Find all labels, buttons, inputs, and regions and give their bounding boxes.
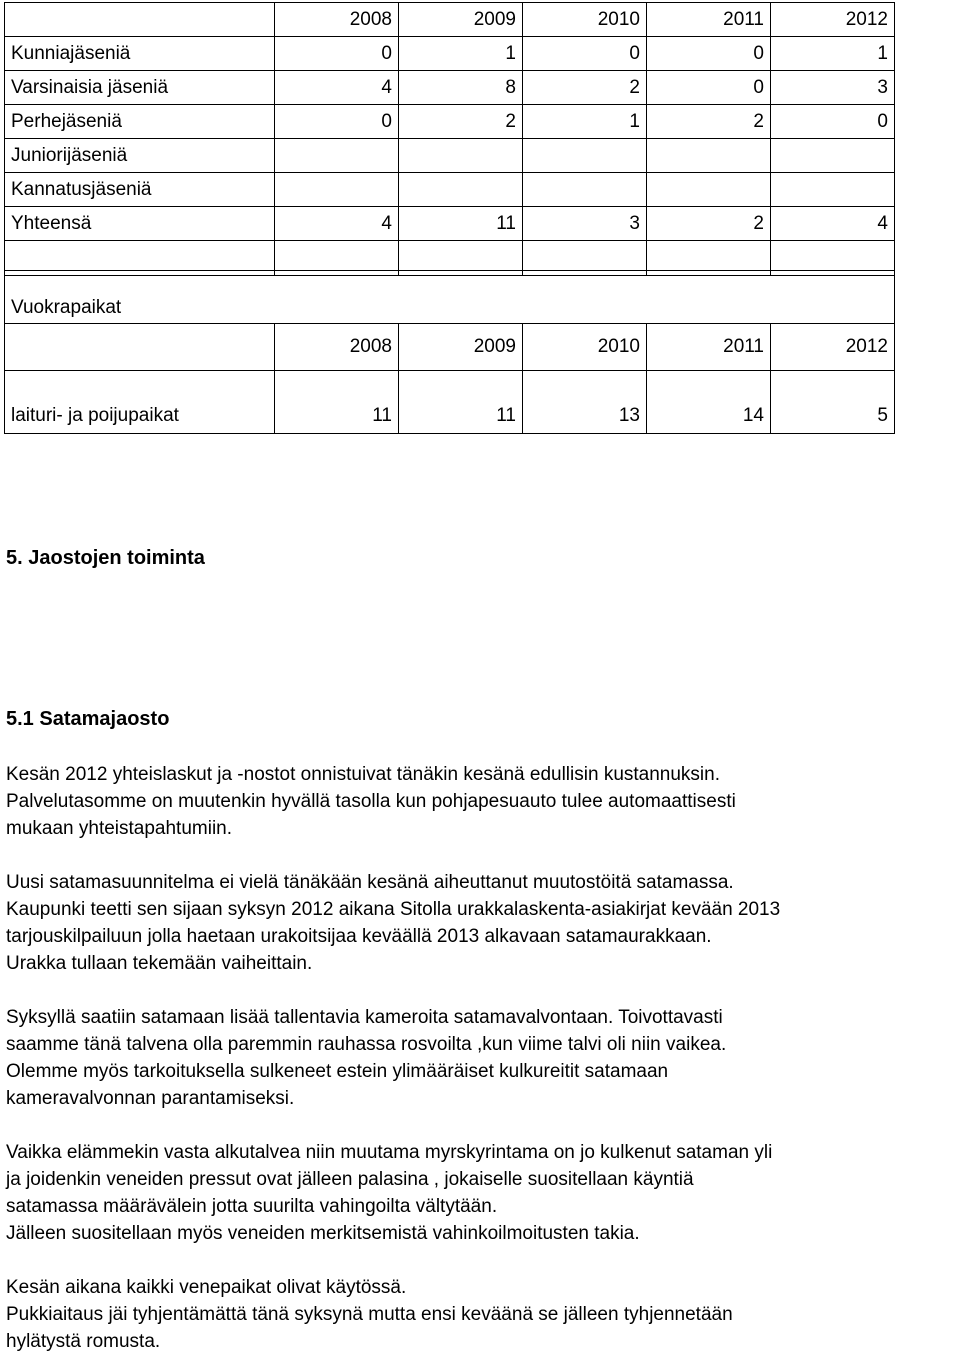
text-line: kameravalvonnan parantamiseksi. [6, 1088, 295, 1109]
text-line: saamme tänä talvena olla paremmin rauhassa rosvoilta ,kun viime talvi oli niin vaikea. [6, 1034, 727, 1055]
cell-value: 3 [523, 207, 647, 241]
text-line: Syksyllä saatiin satamaan lisää tallentavia kameroita satamavalvontaan. Toivottavasti [6, 1007, 723, 1028]
text-line: Uusi satamasuunnitelma ei vielä tänäkään kesänä aiheuttanut muutostöitä satamassa. [6, 872, 734, 893]
cell-value [399, 139, 523, 173]
year-header: 2011 [647, 324, 771, 371]
year-header: 2012 [771, 3, 895, 37]
paragraph [6, 761, 960, 842]
cell-value: 1 [399, 37, 523, 71]
row-label: laituri- ja poijupaikat [5, 371, 275, 434]
members-header-row [5, 3, 895, 37]
header-empty-cell [5, 3, 275, 37]
table-row [5, 37, 895, 71]
rent-title-row [5, 271, 895, 324]
cell-value: 3 [771, 71, 895, 105]
text-line: Olemme myös tarkoituksella sulkeneet estein ylimääräiset kulkureitit satamaan [6, 1061, 669, 1082]
cell-value: 4 [275, 207, 399, 241]
rent-header-row [5, 324, 895, 371]
year-header: 2009 [399, 3, 523, 37]
cell-value: 14 [647, 371, 771, 434]
paragraph [6, 869, 960, 977]
text-line: Kesän 2012 yhteislaskut ja -nostot onnistuivat tänäkin kesänä edullisin kustannuksin. [6, 764, 720, 785]
cell-value [771, 173, 895, 207]
year-header: 2010 [523, 324, 647, 371]
text-line: Jälleen suositellaan myös veneiden merkitsemistä vahinkoilmoitusten takia. [6, 1223, 640, 1244]
cell-value: 0 [275, 105, 399, 139]
text-line: satamassa määrävälein jotta suurilta vahingoilta vältytään. [6, 1196, 498, 1217]
cell-value: 1 [771, 37, 895, 71]
cell-value: 0 [647, 37, 771, 71]
table-row [5, 173, 895, 207]
cell-value [647, 173, 771, 207]
cell-value: 11 [399, 371, 523, 434]
cell-value: 11 [399, 207, 523, 241]
row-label: Varsinaisia jäseniä [5, 71, 275, 105]
cell-value: 1 [523, 105, 647, 139]
cell-value [399, 173, 523, 207]
section-heading: 5. Jaostojen toiminta [6, 547, 205, 569]
paragraph [6, 1139, 960, 1247]
cell-value: 0 [647, 71, 771, 105]
text-line: mukaan yhteistapahtumiin. [6, 818, 233, 839]
year-header: 2010 [523, 3, 647, 37]
paragraph [6, 1004, 960, 1112]
table-row [5, 71, 895, 105]
cell-value [647, 139, 771, 173]
text-line: Kesän aikana kaikki venepaikat olivat käytössä. [6, 1277, 407, 1298]
cell-value [771, 139, 895, 173]
cell-value: 4 [275, 71, 399, 105]
text-line: Pukkiaitaus jäi tyhjentämättä tänä syksynä mutta ensi keväänä se jälleen tyhjennetään [6, 1304, 733, 1325]
text-line: ja joidenkin veneiden pressut ovat jälleen palasina , jokaiselle suositellaan käyntiä [6, 1169, 694, 1190]
paragraph [6, 1274, 960, 1355]
members-table [4, 2, 895, 276]
table-row [5, 105, 895, 139]
cell-value [275, 139, 399, 173]
row-label: Kannatusjäseniä [5, 173, 275, 207]
row-label: Kunniajäseniä [5, 37, 275, 71]
cell-value: 0 [275, 37, 399, 71]
table-row [5, 139, 895, 173]
rent-table [4, 270, 895, 434]
rent-table-title: Vuokrapaikat [5, 271, 895, 324]
cell-value [523, 139, 647, 173]
text-line: Vaikka elämmekin vasta alkutalvea niin muutama myrskyrintama on jo kulkenut sataman yli [6, 1142, 773, 1163]
cell-value: 13 [523, 371, 647, 434]
cell-value: 2 [647, 105, 771, 139]
cell-value [275, 173, 399, 207]
cell-value: 0 [523, 37, 647, 71]
text-line: tarjouskilpailuun jolla haetaan urakoitsijaa keväällä 2013 alkavaan satamaurakkaan. [6, 926, 712, 947]
text-line: hylätystä romusta. [6, 1331, 161, 1352]
text-line: Palvelutasomme on muutenkin hyvällä tasolla kun pohjapesuauto tulee automaattisesti [6, 791, 736, 812]
cell-value: 2 [647, 207, 771, 241]
row-label: Juniorijäseniä [5, 139, 275, 173]
cell-value: 5 [771, 371, 895, 434]
text-line: Kaupunki teetti sen sijaan syksyn 2012 aikana Sitolla urakkalaskenta-asiakirjat kevään 2013 [6, 899, 781, 920]
cell-value: 2 [523, 71, 647, 105]
row-label: Perhejäseniä [5, 105, 275, 139]
year-header: 2012 [771, 324, 895, 371]
cell-value: 8 [399, 71, 523, 105]
text-line: Urakka tullaan tekemään vaiheittain. [6, 953, 313, 974]
year-header: 2011 [647, 3, 771, 37]
header-empty-cell [5, 324, 275, 371]
cell-value [523, 173, 647, 207]
year-header: 2008 [275, 324, 399, 371]
row-label: Yhteensä [5, 207, 275, 241]
table-row-total [5, 207, 895, 241]
cell-value: 4 [771, 207, 895, 241]
year-header: 2008 [275, 3, 399, 37]
cell-value: 0 [771, 105, 895, 139]
subsection-heading: 5.1 Satamajaosto [6, 708, 170, 730]
year-header: 2009 [399, 324, 523, 371]
table-row [5, 371, 895, 434]
cell-value: 11 [275, 371, 399, 434]
cell-value: 2 [399, 105, 523, 139]
